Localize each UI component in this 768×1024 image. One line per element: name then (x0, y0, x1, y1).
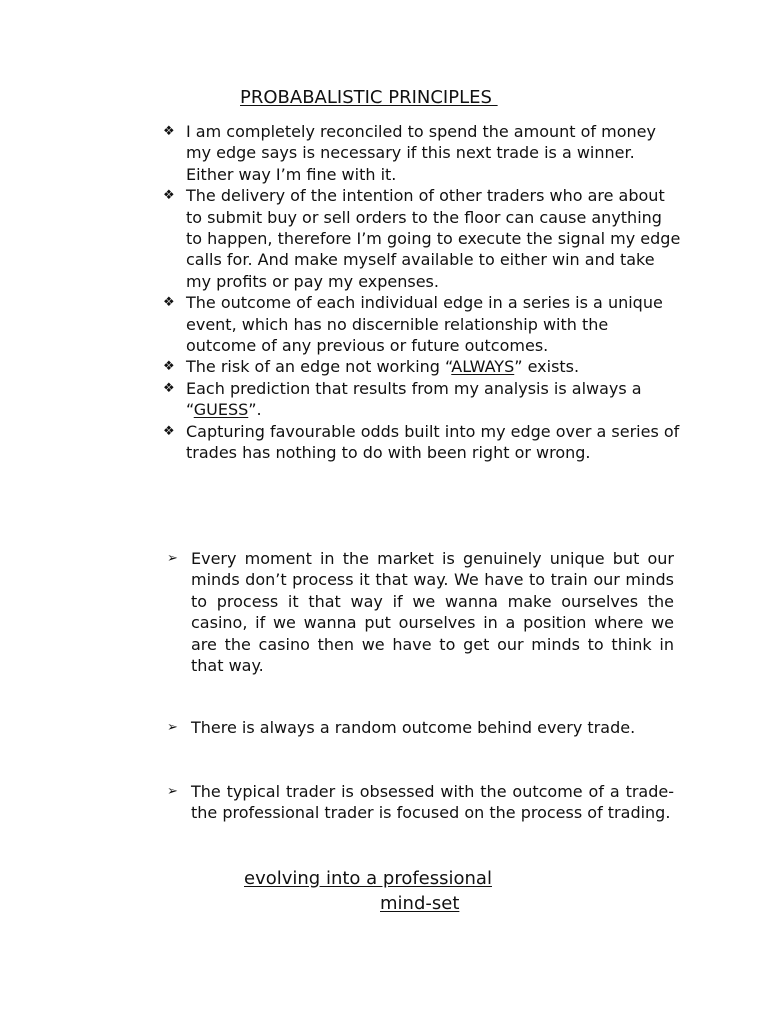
list-item (163, 421, 683, 464)
list-item-text: There is always a random outcome behind every trade. (191, 718, 636, 737)
list-item (163, 121, 683, 185)
page-title: PROBABALISTIC PRINCIPLES (240, 87, 498, 108)
arrow-bullet-icon: ➢ (167, 784, 178, 799)
list-item (163, 378, 683, 421)
section-heading-line-2: mind-set (380, 893, 460, 914)
text-before: The risk of an edge not working “ (186, 357, 452, 377)
list-item-text: Capturing favourable odds built into my edge over a series of trades has nothing to do with been right or wrong. (186, 421, 680, 463)
list-item (167, 781, 674, 824)
diamond-bullet-icon: ❖ (163, 380, 175, 396)
list-item-text (186, 357, 579, 376)
list-item (167, 717, 674, 738)
emphasis-guess: GUESS (193, 400, 249, 420)
section-heading-line-1: evolving into a professional (244, 868, 492, 889)
note-list (167, 717, 674, 738)
list-item (163, 185, 683, 292)
text-after: ”. (248, 400, 262, 420)
arrow-bullet-icon: ➢ (167, 720, 178, 735)
list-item-text: I am completely reconciled to spend the amount of money my edge says is necessary if this next trade is a winner. Either way I’m fine with it. (186, 122, 656, 184)
arrow-bullet-icon: ➢ (167, 551, 178, 566)
diamond-bullet-icon: ❖ (163, 359, 175, 375)
emphasis-always: ALWAYS (451, 357, 515, 377)
list-item-text: The typical trader is obsessed with the outcome of a trade-the professional trader is focused on the process of trading. (191, 782, 674, 823)
list-item-text: The delivery of the intention of other traders who are about to submit buy or sell orders to the floor can cause anything to happen, therefore I’m going to execute the signal my edge calls for. And make myself available to either win and take my profits or pay my expenses. (186, 186, 681, 291)
diamond-bullet-icon: ❖ (163, 188, 175, 204)
diamond-bullet-icon: ❖ (163, 423, 175, 439)
diamond-bullet-icon: ❖ (163, 295, 175, 311)
text-before: Each prediction that results from my analysis is always a “ (186, 378, 642, 420)
list-item (163, 292, 683, 356)
note-list (167, 548, 674, 676)
diamond-bullet-icon: ❖ (163, 124, 175, 139)
note-list (167, 781, 674, 824)
list-item (163, 356, 683, 377)
list-item-text (186, 379, 642, 419)
list-item-text: Every moment in the market is genuinely unique but our minds don’t process it that way. We have to train our minds to process it that way if we wanna make ourselves the casino, if we wanna put ourselves in a position where we are the casino then we have to get our minds to think in that way. (191, 549, 674, 676)
list-item (167, 548, 674, 676)
text-after: ” exists. (514, 357, 580, 377)
list-item-text: The outcome of each individual edge in a series is a unique event, which has no discernible relationship with the outcome of any previous or future outcomes. (186, 293, 663, 356)
principles-list (163, 121, 683, 464)
